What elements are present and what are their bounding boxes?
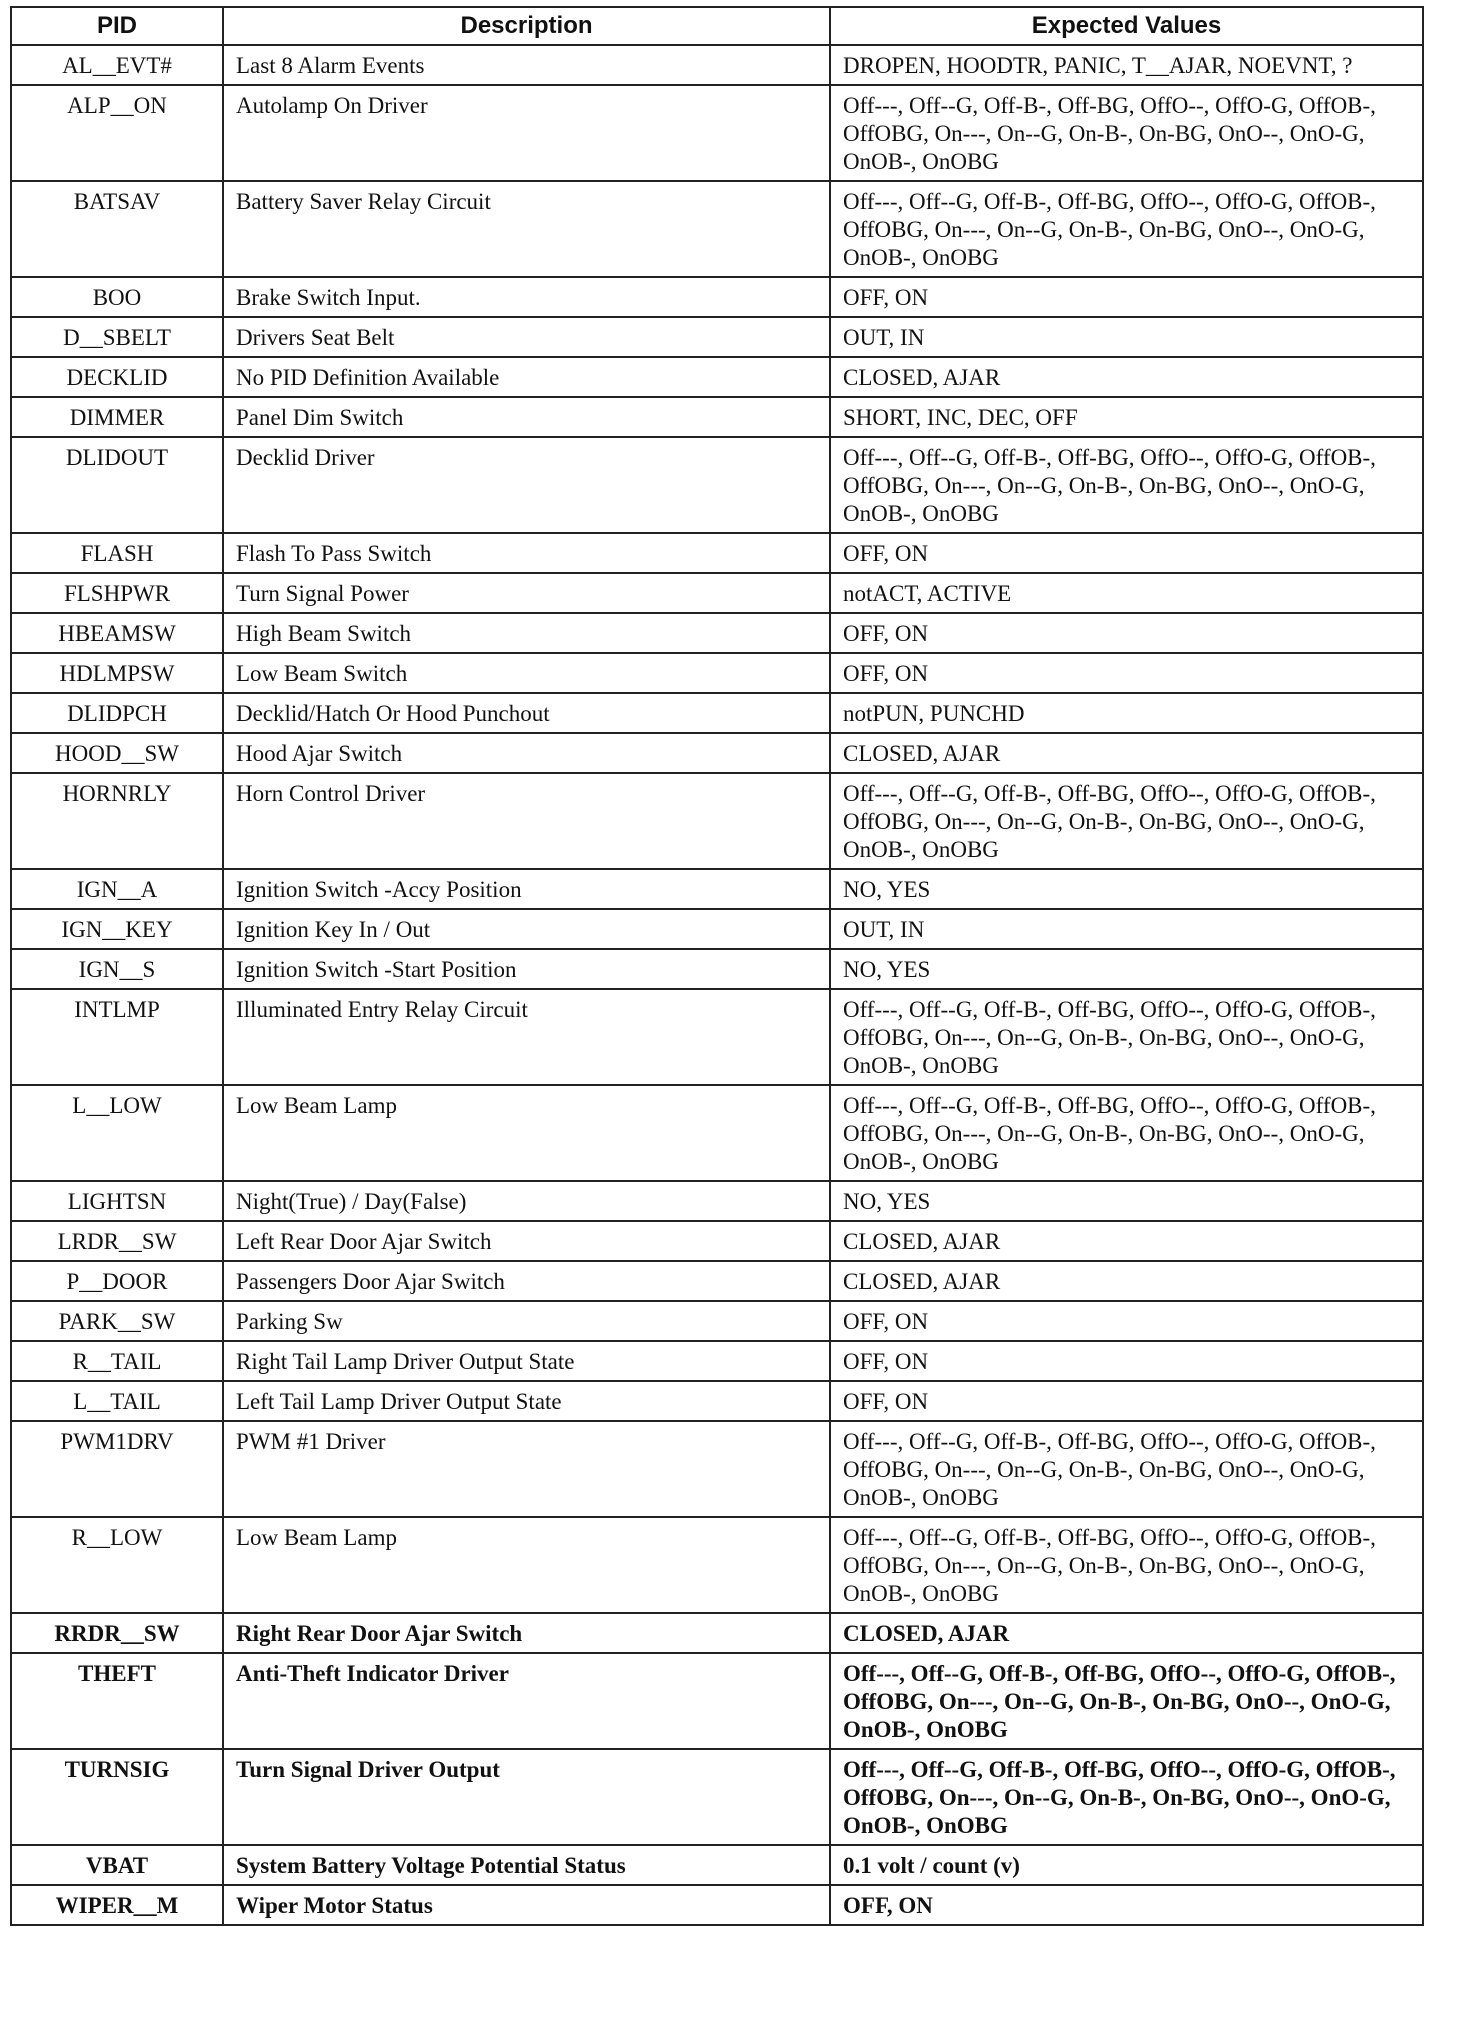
pid-cell: L__LOW xyxy=(11,1085,223,1181)
description-cell: Right Tail Lamp Driver Output State xyxy=(223,1341,830,1381)
description-cell: High Beam Switch xyxy=(223,613,830,653)
table-row xyxy=(11,1517,1423,1613)
description-cell: Last 8 Alarm Events xyxy=(223,45,830,85)
expected-values-cell: OUT, IN xyxy=(830,317,1423,357)
table-row xyxy=(11,733,1423,773)
description-cell: System Battery Voltage Potential Status xyxy=(223,1845,830,1885)
expected-values-cell: NO, YES xyxy=(830,949,1423,989)
table-row xyxy=(11,1845,1423,1885)
table-row xyxy=(11,1653,1423,1749)
expected-values-cell: OFF, ON xyxy=(830,1341,1423,1381)
pid-cell: BOO xyxy=(11,277,223,317)
expected-values-cell: Off---, Off--G, Off-B-, Off-BG, OffO--, OffO-G, OffOB-, OffOBG, On---, On--G, On-B-, On-BG, OnO--, OnO-G, OnOB-, OnOBG xyxy=(830,1517,1423,1613)
pid-cell: HOOD__SW xyxy=(11,733,223,773)
pid-cell: FLSHPWR xyxy=(11,573,223,613)
pid-cell: LIGHTSN xyxy=(11,1181,223,1221)
pid-cell: PARK__SW xyxy=(11,1301,223,1341)
pid-cell: HBEAMSW xyxy=(11,613,223,653)
description-cell: Panel Dim Switch xyxy=(223,397,830,437)
description-cell: Turn Signal Power xyxy=(223,573,830,613)
pid-cell: R__TAIL xyxy=(11,1341,223,1381)
description-cell: Flash To Pass Switch xyxy=(223,533,830,573)
expected-values-cell: Off---, Off--G, Off-B-, Off-BG, OffO--, OffO-G, OffOB-, OffOBG, On---, On--G, On-B-, On-BG, OnO--, OnO-G, OnOB-, OnOBG xyxy=(830,989,1423,1085)
description-cell: Hood Ajar Switch xyxy=(223,733,830,773)
expected-values-cell: Off---, Off--G, Off-B-, Off-BG, OffO--, OffO-G, OffOB-, OffOBG, On---, On--G, On-B-, On-BG, OnO--, OnO-G, OnOB-, OnOBG xyxy=(830,1653,1423,1749)
pid-table xyxy=(10,6,1424,1926)
table-row xyxy=(11,1381,1423,1421)
description-cell: Left Tail Lamp Driver Output State xyxy=(223,1381,830,1421)
description-cell: Right Rear Door Ajar Switch xyxy=(223,1613,830,1653)
expected-values-cell: NO, YES xyxy=(830,869,1423,909)
expected-values-cell: DROPEN, HOODTR, PANIC, T__AJAR, NOEVNT, ? xyxy=(830,45,1423,85)
table-row xyxy=(11,277,1423,317)
table-row xyxy=(11,85,1423,181)
pid-cell: L__TAIL xyxy=(11,1381,223,1421)
expected-values-cell: OFF, ON xyxy=(830,1301,1423,1341)
pid-cell: INTLMP xyxy=(11,989,223,1085)
table-row xyxy=(11,437,1423,533)
description-cell: Decklid Driver xyxy=(223,437,830,533)
expected-values-cell: CLOSED, AJAR xyxy=(830,733,1423,773)
pid-cell: BATSAV xyxy=(11,181,223,277)
pid-cell: DIMMER xyxy=(11,397,223,437)
pid-cell: PWM1DRV xyxy=(11,1421,223,1517)
pid-cell: DECKLID xyxy=(11,357,223,397)
pid-cell: ALP__ON xyxy=(11,85,223,181)
pid-cell: AL__EVT# xyxy=(11,45,223,85)
expected-values-cell: OFF, ON xyxy=(830,277,1423,317)
description-cell: Drivers Seat Belt xyxy=(223,317,830,357)
description-cell: Left Rear Door Ajar Switch xyxy=(223,1221,830,1261)
description-cell: Parking Sw xyxy=(223,1301,830,1341)
pid-cell: IGN__KEY xyxy=(11,909,223,949)
expected-values-cell: OUT, IN xyxy=(830,909,1423,949)
expected-values-cell: Off---, Off--G, Off-B-, Off-BG, OffO--, OffO-G, OffOB-, OffOBG, On---, On--G, On-B-, On-BG, OnO--, OnO-G, OnOB-, OnOBG xyxy=(830,773,1423,869)
table-row xyxy=(11,45,1423,85)
expected-values-cell: Off---, Off--G, Off-B-, Off-BG, OffO--, OffO-G, OffOB-, OffOBG, On---, On--G, On-B-, On-BG, OnO--, OnO-G, OnOB-, OnOBG xyxy=(830,1749,1423,1845)
expected-values-cell: 0.1 volt / count (v) xyxy=(830,1845,1423,1885)
expected-values-cell: notPUN, PUNCHD xyxy=(830,693,1423,733)
table-row xyxy=(11,1613,1423,1653)
description-cell: Anti-Theft Indicator Driver xyxy=(223,1653,830,1749)
table-row xyxy=(11,869,1423,909)
expected-values-cell: NO, YES xyxy=(830,1181,1423,1221)
table-row xyxy=(11,1221,1423,1261)
pid-cell: WIPER__M xyxy=(11,1885,223,1925)
expected-values-cell: OFF, ON xyxy=(830,533,1423,573)
pid-cell: TURNSIG xyxy=(11,1749,223,1845)
description-cell: Autolamp On Driver xyxy=(223,85,830,181)
expected-values-cell: OFF, ON xyxy=(830,1885,1423,1925)
table-row xyxy=(11,357,1423,397)
table-row xyxy=(11,693,1423,733)
description-cell: Ignition Switch -Start Position xyxy=(223,949,830,989)
description-cell: Passengers Door Ajar Switch xyxy=(223,1261,830,1301)
pid-cell: RRDR__SW xyxy=(11,1613,223,1653)
expected-values-cell: Off---, Off--G, Off-B-, Off-BG, OffO--, OffO-G, OffOB-, OffOBG, On---, On--G, On-B-, On-BG, OnO--, OnO-G, OnOB-, OnOBG xyxy=(830,1085,1423,1181)
pid-cell: IGN__A xyxy=(11,869,223,909)
pid-cell: IGN__S xyxy=(11,949,223,989)
table-row xyxy=(11,1749,1423,1845)
description-cell: Night(True) / Day(False) xyxy=(223,1181,830,1221)
table-row xyxy=(11,181,1423,277)
description-cell: Battery Saver Relay Circuit xyxy=(223,181,830,277)
table-row xyxy=(11,1261,1423,1301)
description-cell: Horn Control Driver xyxy=(223,773,830,869)
description-cell: Brake Switch Input. xyxy=(223,277,830,317)
expected-values-cell: SHORT, INC, DEC, OFF xyxy=(830,397,1423,437)
table-row xyxy=(11,533,1423,573)
expected-values-cell: OFF, ON xyxy=(830,1381,1423,1421)
table-row xyxy=(11,773,1423,869)
description-cell: Low Beam Lamp xyxy=(223,1085,830,1181)
table-row xyxy=(11,653,1423,693)
expected-values-cell: Off---, Off--G, Off-B-, Off-BG, OffO--, OffO-G, OffOB-, OffOBG, On---, On--G, On-B-, On-BG, OnO--, OnO-G, OnOB-, OnOBG xyxy=(830,85,1423,181)
table-row xyxy=(11,949,1423,989)
description-cell: Low Beam Switch xyxy=(223,653,830,693)
table-row xyxy=(11,989,1423,1085)
pid-cell: DLIDOUT xyxy=(11,437,223,533)
description-cell: PWM #1 Driver xyxy=(223,1421,830,1517)
expected-values-cell: CLOSED, AJAR xyxy=(830,357,1423,397)
expected-values-cell: notACT, ACTIVE xyxy=(830,573,1423,613)
expected-values-cell: OFF, ON xyxy=(830,613,1423,653)
pid-cell: D__SBELT xyxy=(11,317,223,357)
table-row xyxy=(11,1341,1423,1381)
pid-cell: THEFT xyxy=(11,1653,223,1749)
description-cell: Ignition Switch -Accy Position xyxy=(223,869,830,909)
description-cell: Ignition Key In / Out xyxy=(223,909,830,949)
table-row xyxy=(11,397,1423,437)
table-row xyxy=(11,1885,1423,1925)
description-cell: No PID Definition Available xyxy=(223,357,830,397)
table-row xyxy=(11,1301,1423,1341)
pid-cell: DLIDPCH xyxy=(11,693,223,733)
expected-values-cell: Off---, Off--G, Off-B-, Off-BG, OffO--, OffO-G, OffOB-, OffOBG, On---, On--G, On-B-, On-BG, OnO--, OnO-G, OnOB-, OnOBG xyxy=(830,1421,1423,1517)
description-cell: Turn Signal Driver Output xyxy=(223,1749,830,1845)
expected-values-cell: Off---, Off--G, Off-B-, Off-BG, OffO--, OffO-G, OffOB-, OffOBG, On---, On--G, On-B-, On-BG, OnO--, OnO-G, OnOB-, OnOBG xyxy=(830,437,1423,533)
pid-cell: VBAT xyxy=(11,1845,223,1885)
table-row xyxy=(11,909,1423,949)
description-cell: Low Beam Lamp xyxy=(223,1517,830,1613)
header-description: Description xyxy=(223,7,830,45)
table-row xyxy=(11,317,1423,357)
description-cell: Wiper Motor Status xyxy=(223,1885,830,1925)
pid-cell: P__DOOR xyxy=(11,1261,223,1301)
description-cell: Decklid/Hatch Or Hood Punchout xyxy=(223,693,830,733)
description-cell: Illuminated Entry Relay Circuit xyxy=(223,989,830,1085)
pid-cell: HDLMPSW xyxy=(11,653,223,693)
table-body xyxy=(11,45,1423,1925)
header-row xyxy=(11,7,1423,45)
table-row xyxy=(11,1085,1423,1181)
table-row xyxy=(11,613,1423,653)
pid-cell: R__LOW xyxy=(11,1517,223,1613)
expected-values-cell: CLOSED, AJAR xyxy=(830,1613,1423,1653)
pid-cell: LRDR__SW xyxy=(11,1221,223,1261)
table-row xyxy=(11,573,1423,613)
expected-values-cell: CLOSED, AJAR xyxy=(830,1221,1423,1261)
table-row xyxy=(11,1421,1423,1517)
table-row xyxy=(11,1181,1423,1221)
header-expected-values: Expected Values xyxy=(830,7,1423,45)
pid-cell: HORNRLY xyxy=(11,773,223,869)
header-pid: PID xyxy=(11,7,223,45)
expected-values-cell: CLOSED, AJAR xyxy=(830,1261,1423,1301)
expected-values-cell: Off---, Off--G, Off-B-, Off-BG, OffO--, OffO-G, OffOB-, OffOBG, On---, On--G, On-B-, On-BG, OnO--, OnO-G, OnOB-, OnOBG xyxy=(830,181,1423,277)
pid-cell: FLASH xyxy=(11,533,223,573)
expected-values-cell: OFF, ON xyxy=(830,653,1423,693)
